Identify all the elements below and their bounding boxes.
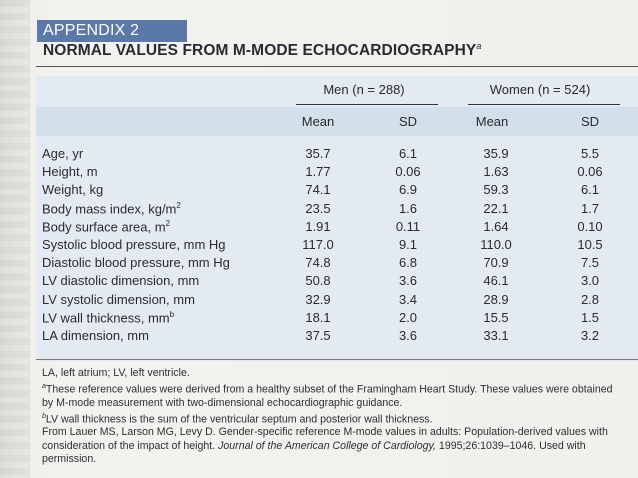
cell-women-mean: 70.9: [483, 255, 509, 271]
cell-men-mean: 23.5: [305, 200, 331, 216]
cell-men-mean: 74.1: [305, 182, 331, 198]
table-bottom-rule: [36, 359, 638, 360]
cell-men-mean: 117.0: [302, 237, 334, 252]
row-label-text: LA dimension, mm: [42, 328, 149, 343]
cell-women-mean: 1.63: [483, 164, 509, 180]
page-title: [43, 41, 481, 60]
subheader-women-sd: SD: [580, 114, 600, 129]
cell-women-sd: 3.2: [580, 328, 600, 343]
row-label: [42, 182, 103, 197]
cell-men-sd: 3.6: [398, 328, 418, 343]
row-label-text: Height, m: [42, 164, 98, 180]
subheader-women-mean: Mean: [475, 114, 509, 129]
title-rule: [36, 66, 638, 67]
cell-women-mean: 22.1: [483, 200, 509, 216]
row-label-text: Body surface area, m: [42, 219, 166, 235]
table-row: [0, 146, 638, 164]
row-label: [42, 292, 195, 307]
row-label: [42, 237, 226, 252]
table-row: [0, 310, 638, 328]
cell-women-mean: 28.9: [483, 291, 509, 307]
title-text: NORMAL VALUES FROM M-MODE ECHOCARDIOGRAPHY: [43, 42, 477, 60]
subheader-men-mean: Mean: [301, 114, 335, 129]
cell-men-sd: 3.4: [398, 291, 418, 307]
row-label: [42, 219, 170, 234]
row-label-text: LV diastolic dimension, mm: [42, 273, 200, 289]
cell-men-sd: 9.1: [398, 237, 418, 252]
row-label: [42, 146, 83, 161]
cell-men-mean: 74.8: [305, 255, 331, 271]
row-label: [42, 255, 230, 270]
row-label: [42, 164, 98, 179]
cell-men-mean: 37.5: [305, 328, 331, 343]
cell-women-sd: 5.5: [580, 146, 600, 161]
source-journal: Journal of the American College of Cardiology,: [218, 439, 436, 452]
table-row: [0, 292, 638, 310]
table-row: [0, 273, 638, 291]
table-row: [0, 201, 638, 219]
cell-women-mean: 46.1: [483, 273, 509, 289]
cell-women-mean: 1.64: [483, 218, 509, 234]
cell-women-sd: 10.5: [577, 237, 603, 252]
row-label: [42, 273, 199, 288]
appendix-label: APPENDIX 2: [37, 20, 187, 42]
cell-women-sd: 3.0: [580, 273, 600, 289]
title-footnote-mark: a: [476, 41, 482, 51]
cell-women-sd: 1.7: [580, 200, 600, 216]
source-text: From Lauer MS, Larson MG, Levy D. Gender-specific reference M-mode values in adults: Population-derived values with consideration of the impact of height.: [42, 426, 608, 452]
row-label: [42, 328, 149, 343]
row-label-superscript: b: [169, 309, 175, 319]
cell-women-mean: 33.1: [483, 328, 509, 343]
cell-men-sd: 6.9: [398, 182, 418, 198]
cell-men-sd: 1.6: [398, 200, 418, 216]
cell-women-sd: 0.10: [577, 218, 603, 234]
table-notes: [42, 367, 622, 466]
source-tail: 1995;26:1039–1046. Used with permission.: [42, 439, 586, 465]
cell-men-sd: 6.1: [398, 146, 418, 161]
cell-men-sd: 0.06: [395, 164, 421, 180]
row-label-superscript: 2: [165, 218, 171, 228]
row-label-text: Systolic blood pressure, mm Hg: [42, 237, 226, 252]
cell-men-mean: 32.9: [305, 291, 331, 307]
group-rule-women: [468, 104, 620, 105]
table-row: [0, 182, 638, 200]
cell-men-sd: 6.8: [398, 255, 418, 271]
source-note: [42, 426, 622, 465]
cell-men-mean: 1.77: [305, 164, 331, 180]
cell-women-mean: 15.5: [483, 309, 509, 325]
cell-women-sd: 0.06: [577, 164, 603, 180]
cell-men-mean: 50.8: [305, 273, 331, 289]
cell-men-mean: 18.1: [305, 309, 331, 325]
table-row: [0, 237, 638, 255]
footnote-a-mark: a: [42, 383, 46, 391]
row-label-text: Weight, kg: [42, 182, 104, 198]
cell-men-sd: 2.0: [398, 309, 418, 325]
cell-women-mean: 110.0: [480, 237, 512, 252]
footnote-b-text: LV wall thickness is the sum of the ventricular septum and posterior wall thickness.: [45, 413, 433, 426]
group-rule-men: [296, 104, 438, 105]
abbreviations-note: LA, left atrium; LV, left ventricle.: [42, 367, 190, 379]
footnote-a-text: These reference values were derived from a healthy subset of the Framingham Heart Study. These values were obtained by M-mode measurement with two-dimensional echocardiographic guidance.: [42, 383, 613, 409]
row-label-superscript: 2: [176, 200, 181, 210]
table-row: [0, 328, 638, 346]
table-row: [0, 164, 638, 182]
cell-men-sd: 0.11: [395, 218, 421, 234]
row-label: [42, 310, 174, 325]
cell-women-sd: 6.1: [580, 182, 600, 198]
row-label-text: LV wall thickness, mm: [42, 310, 170, 326]
cell-women-mean: 35.9: [483, 146, 509, 161]
table-row: [0, 219, 638, 237]
cell-men-mean: 1.91: [305, 218, 331, 234]
cell-women-sd: 1.5: [580, 309, 600, 325]
row-label-text: Body mass index, kg/m: [42, 200, 177, 216]
group-header-men: Men (n = 288): [323, 82, 405, 97]
footnote-a: [42, 380, 622, 410]
cell-men-sd: 3.6: [398, 273, 418, 289]
table-row: [0, 255, 638, 273]
cell-women-sd: 2.8: [580, 291, 600, 307]
cell-women-sd: 7.5: [580, 255, 600, 271]
group-header-women: Women (n = 524): [489, 82, 591, 97]
footnote-b: [42, 410, 622, 427]
row-label-text: Diastolic blood pressure, mm Hg: [42, 255, 230, 271]
subheader-men-sd: SD: [398, 114, 418, 129]
cell-men-mean: 35.7: [305, 146, 331, 161]
footnote-b-mark: b: [42, 412, 46, 420]
cell-women-mean: 59.3: [483, 182, 509, 198]
row-label-text: Age, yr: [42, 146, 84, 161]
row-label-text: LV systolic dimension, mm: [42, 291, 195, 307]
row-label: [42, 201, 181, 216]
